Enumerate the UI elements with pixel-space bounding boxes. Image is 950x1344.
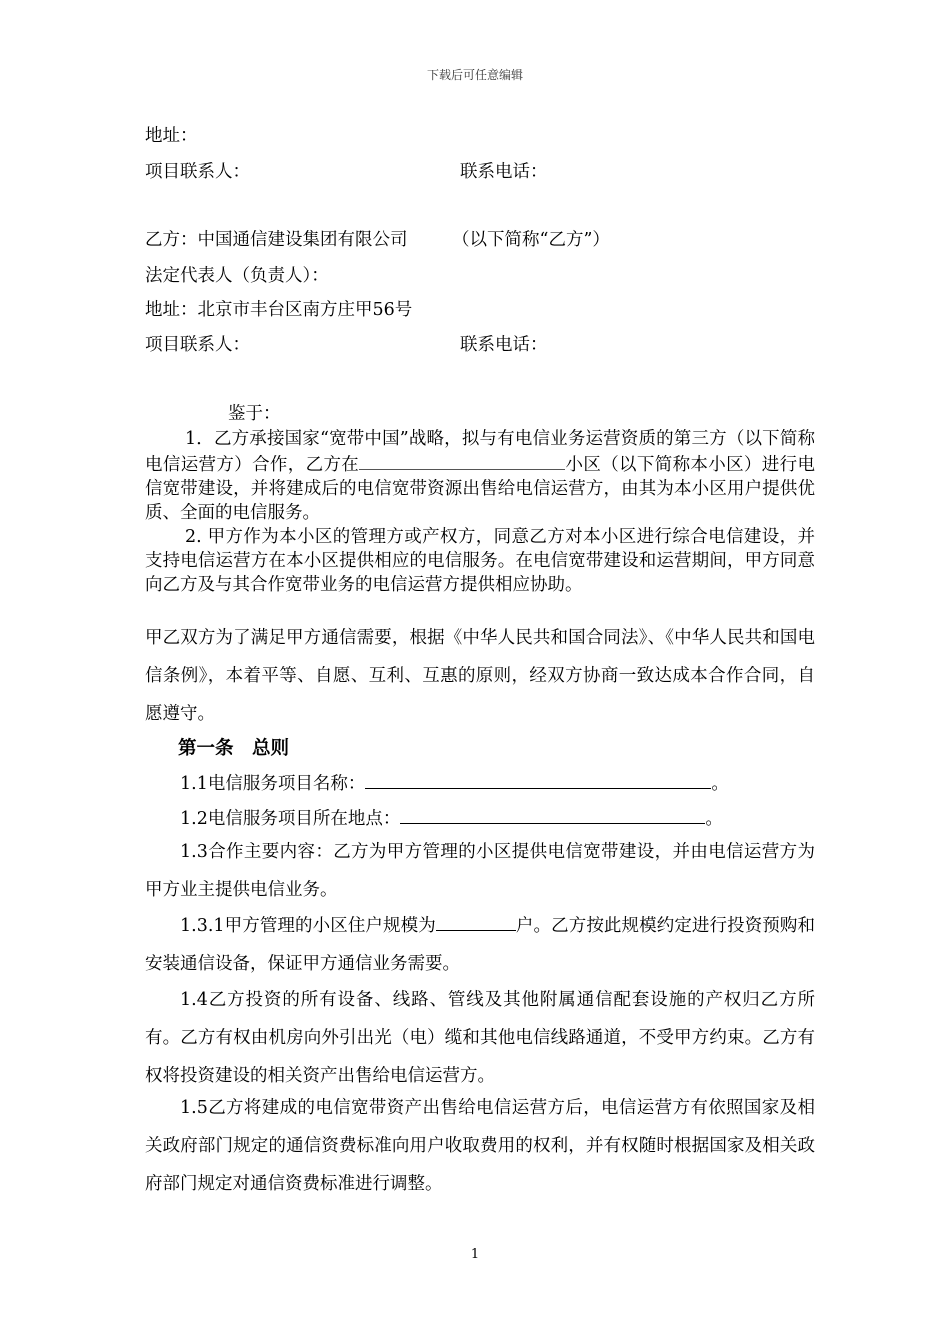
project-location-blank[interactable]: [400, 805, 705, 824]
clause-1-3-1-pre: 1.3.1甲方管理的小区住户规模为: [180, 916, 436, 936]
party-b-phone-label: 联系电话：: [460, 335, 548, 355]
clause-1-1-label: 1.1电信服务项目名称：: [180, 774, 366, 794]
clause-1-2-label: 1.2电信服务项目所在地点：: [180, 809, 401, 829]
party-b-contact-label: 项目联系人：: [145, 335, 250, 355]
party-b-name: 乙方：中国通信建设集团有限公司: [145, 230, 408, 250]
clause-1-3-1-post: 户。乙方按此规模约定进行投资预购和安装通信设备，保证甲方通信业务需要。: [145, 916, 816, 974]
recitals-title: 鉴于：: [228, 404, 281, 424]
clause-1-4: 1.4乙方投资的所有设备、线路、管线及其他附属通信配套设施的产权归乙方所有。乙方有权由机房向外引出光（电）缆和其他电信线路通道，不受甲方约束。乙方有权将投资建设的相关资产出售给电信运营方。: [145, 990, 815, 1086]
preamble: 甲乙双方为了满足甲方通信需要，根据《中华人民共和国合同法》、《中华人民共和国电信条例》，本着平等、自愿、互利、互惠的原则，经双方协商一致达成本合作合同，自愿遵守。: [145, 628, 815, 724]
party-b-rep-label: 法定代表人（负责人）：: [145, 266, 329, 286]
clause-1-3-1: [145, 907, 815, 983]
community-name-blank[interactable]: [359, 451, 565, 470]
party-a-phone-label: 联系电话：: [460, 162, 548, 182]
project-name-blank[interactable]: [365, 770, 711, 789]
page-number: 1: [470, 1247, 480, 1262]
recital-item-2: 2. 甲方作为本小区的管理方或产权方，同意乙方对本小区进行综合电信建设，并支持电信运营方在本小区提供相应的电信服务。在电信宽带建设和运营期间，甲方同意向乙方及与其合作宽带业务的电信运营方提供相应协助。: [145, 527, 815, 595]
clause-1-2-period: 。: [705, 809, 723, 829]
clause-1-3: 1.3合作主要内容：乙方为甲方管理的小区提供电信宽带建设，并由电信运营方为甲方业主提供电信业务。: [145, 842, 815, 900]
clause-1-1: [180, 770, 729, 796]
party-a-address-label: 地址：: [145, 126, 198, 146]
recital-item-1-post: 小区（以下简称本小区）进行电信宽带建设，并将建成后的电信宽带资源出售给电信运营方，由其为本小区用户提供优质、全面的电信服务。: [145, 455, 816, 523]
households-blank[interactable]: [436, 912, 516, 931]
party-a-contact-label: 项目联系人：: [145, 162, 250, 182]
party-b-alias: （以下简称“乙方”）: [452, 230, 610, 250]
recital-item-1: [145, 427, 815, 525]
clause-1-2: [180, 805, 723, 831]
article-1-title: 第一条 总则: [178, 738, 290, 759]
party-b-address: 地址：北京市丰台区南方庄甲56号: [145, 300, 413, 320]
clause-1-5: 1.5乙方将建成的电信宽带资产出售给电信运营方后，电信运营方有依照国家及相关政府部门规定的通信资费标准向用户收取费用的权利，并有权随时根据国家及相关政府部门规定对通信资费标准进行调整。: [145, 1098, 815, 1194]
page-header: 下载后可任意编辑: [426, 68, 523, 82]
clause-1-1-period: 。: [711, 774, 729, 794]
recital-item-1-pre: 1．乙方承接国家“宽带中国”战略，拟与有电信业务运营资质的第三方（以下简称电信运营方）合作，乙方在: [145, 429, 815, 475]
